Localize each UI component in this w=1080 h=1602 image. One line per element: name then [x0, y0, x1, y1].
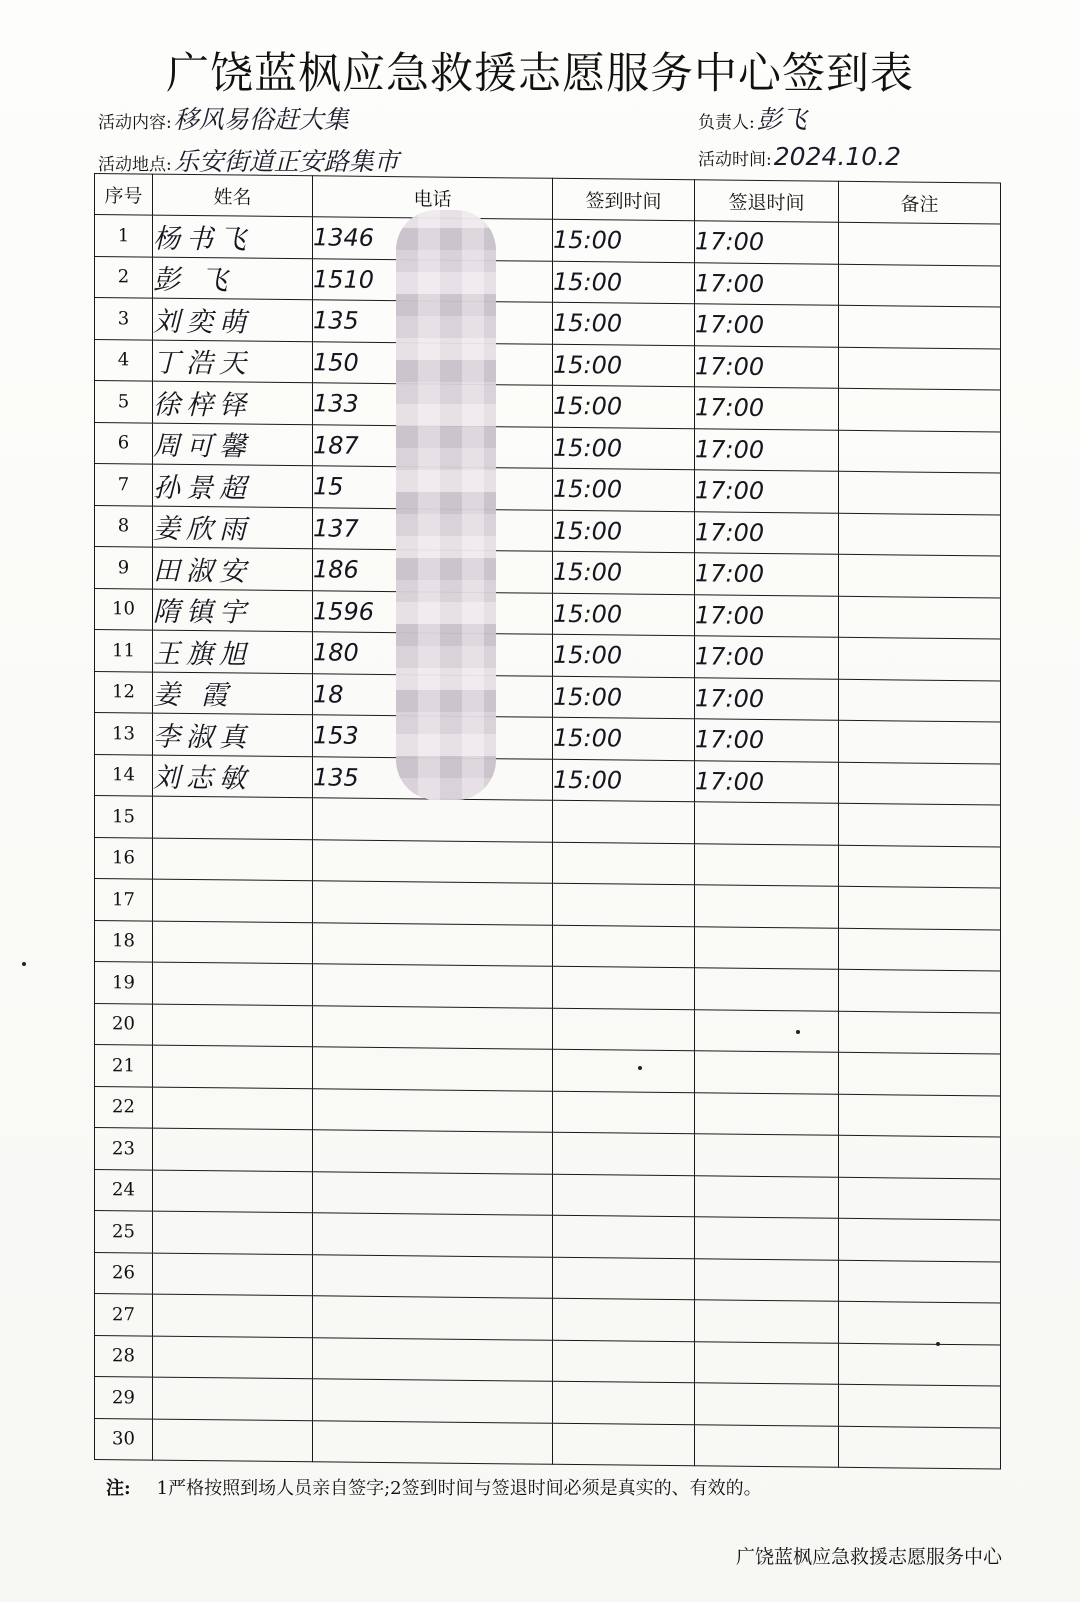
row-index: 8	[95, 505, 153, 547]
row-index: 16	[95, 837, 153, 879]
row-sign-out-time: 17:00	[695, 304, 839, 347]
header-name: 姓名	[153, 174, 313, 217]
row-index: 27	[95, 1294, 153, 1336]
row-phone: 180	[313, 632, 553, 676]
row-index: 19	[95, 962, 153, 1004]
row-name	[153, 1294, 313, 1337]
table-row	[95, 1418, 1001, 1469]
row-name: 彭 飞	[153, 257, 313, 300]
row-sign-in-time: 15:00	[553, 219, 695, 262]
row-note	[839, 679, 1001, 722]
activity-place-value: 乐安街道正安路集市	[173, 147, 399, 176]
row-name: 孙景超	[153, 464, 313, 507]
row-phone	[313, 1213, 553, 1257]
row-index: 17	[95, 879, 153, 921]
row-phone: 1346	[313, 217, 553, 261]
row-name	[153, 1128, 313, 1171]
row-index: 12	[95, 671, 153, 713]
row-sign-out-time	[695, 1175, 839, 1218]
row-name: 姜 霞	[153, 672, 313, 715]
row-note	[839, 969, 1001, 1012]
row-note	[839, 1218, 1001, 1261]
activity-time-label: 活动时间:	[698, 150, 772, 170]
row-sign-in-time	[553, 1049, 695, 1092]
row-index: 15	[95, 796, 153, 838]
row-sign-in-time	[553, 1008, 695, 1051]
row-phone: 133	[313, 383, 553, 427]
row-name: 刘奕萌	[153, 298, 313, 341]
activity-time-value: 2024.10.2	[773, 142, 901, 171]
row-sign-out-time: 17:00	[695, 262, 839, 305]
leader	[698, 100, 807, 136]
row-sign-out-time	[695, 926, 839, 969]
row-note	[839, 803, 1001, 846]
row-index: 18	[95, 920, 153, 962]
row-name	[153, 1211, 313, 1254]
row-phone	[313, 1254, 553, 1298]
row-phone	[313, 1337, 553, 1381]
row-note	[839, 762, 1001, 805]
row-sign-out-time	[695, 1341, 839, 1384]
row-name	[153, 1419, 313, 1462]
row-sign-in-time	[553, 1132, 695, 1175]
row-sign-in-time: 15:00	[553, 676, 695, 719]
row-name: 李淑真	[153, 713, 313, 756]
row-name	[153, 921, 313, 964]
row-note	[839, 347, 1001, 390]
row-index: 9	[95, 547, 153, 589]
row-sign-out-time: 17:00	[695, 428, 839, 471]
row-sign-out-time: 17:00	[695, 221, 839, 264]
row-note	[839, 596, 1001, 639]
row-sign-in-time	[553, 1215, 695, 1258]
row-sign-in-time: 15:00	[553, 468, 695, 511]
row-index: 7	[95, 464, 153, 506]
leader-value: 彭飞	[756, 105, 807, 134]
row-sign-out-time: 17:00	[695, 760, 839, 803]
row-sign-in-time	[553, 925, 695, 968]
row-note	[839, 1052, 1001, 1095]
row-note	[839, 1011, 1001, 1054]
row-index: 22	[95, 1086, 153, 1128]
row-phone	[313, 1130, 553, 1174]
row-index: 24	[95, 1169, 153, 1211]
row-name: 杨书飞	[153, 215, 313, 258]
row-name: 姜欣雨	[153, 506, 313, 549]
row-note	[839, 928, 1001, 971]
row-sign-out-time: 17:00	[695, 387, 839, 430]
privacy-blur	[396, 210, 496, 800]
row-note	[839, 264, 1001, 307]
row-index: 28	[95, 1335, 153, 1377]
row-note	[839, 1426, 1001, 1469]
footer-organization: 广饶蓝枫应急救援志愿服务中心	[735, 1546, 1002, 1568]
row-sign-in-time: 15:00	[553, 510, 695, 553]
row-note	[839, 554, 1001, 597]
row-name	[153, 1170, 313, 1213]
row-note	[839, 1384, 1001, 1427]
row-sign-in-time: 15:00	[553, 302, 695, 345]
row-sign-out-time: 17:00	[695, 470, 839, 513]
row-sign-out-time	[695, 968, 839, 1011]
leader-label: 负责人:	[698, 113, 755, 133]
row-index: 11	[95, 630, 153, 672]
row-sign-in-time	[553, 883, 695, 926]
row-note	[839, 222, 1001, 265]
row-phone	[313, 1379, 553, 1423]
row-phone	[313, 1088, 553, 1132]
row-note	[839, 430, 1001, 473]
header-sign-out: 签退时间	[695, 180, 839, 223]
row-sign-in-time	[553, 1091, 695, 1134]
row-index: 6	[95, 422, 153, 464]
row-sign-out-time	[695, 885, 839, 928]
row-name: 周可馨	[153, 423, 313, 466]
row-sign-out-time	[695, 1258, 839, 1301]
row-sign-in-time	[553, 1423, 695, 1466]
row-index: 21	[95, 1045, 153, 1087]
row-name	[153, 1253, 313, 1296]
row-phone: 15	[313, 466, 553, 510]
row-name: 王旗旭	[153, 630, 313, 673]
activity-content	[98, 100, 349, 136]
row-index: 25	[95, 1211, 153, 1253]
row-sign-in-time	[553, 1257, 695, 1300]
row-name	[153, 1377, 313, 1420]
row-phone	[313, 881, 553, 925]
activity-content-value: 移风易俗赶大集	[173, 105, 349, 134]
activity-content-label: 活动内容:	[98, 113, 172, 133]
row-phone	[313, 1171, 553, 1215]
row-sign-in-time	[553, 1298, 695, 1341]
row-note	[839, 637, 1001, 680]
row-sign-out-time: 17:00	[695, 553, 839, 596]
row-phone	[313, 1047, 553, 1091]
row-note	[839, 886, 1001, 929]
paper-speck	[796, 1030, 800, 1034]
row-name: 徐梓铎	[153, 381, 313, 424]
row-sign-in-time: 15:00	[553, 593, 695, 636]
row-index: 20	[95, 1003, 153, 1045]
row-sign-in-time: 15:00	[553, 717, 695, 760]
row-name: 丁浩天	[153, 340, 313, 383]
row-note	[839, 1343, 1001, 1386]
row-note	[839, 513, 1001, 556]
row-index: 5	[95, 381, 153, 423]
row-phone: 135	[313, 300, 553, 344]
row-index: 3	[95, 298, 153, 340]
row-note	[839, 305, 1001, 348]
row-phone	[313, 1296, 553, 1340]
row-note	[839, 1094, 1001, 1137]
row-index: 23	[95, 1128, 153, 1170]
row-index: 4	[95, 339, 153, 381]
row-phone	[313, 922, 553, 966]
row-name: 刘志敏	[153, 755, 313, 798]
row-name	[153, 1087, 313, 1130]
row-sign-out-time	[695, 1383, 839, 1426]
row-name	[153, 1045, 313, 1088]
row-sign-in-time: 15:00	[553, 759, 695, 802]
row-index: 2	[95, 256, 153, 298]
row-sign-out-time	[695, 1217, 839, 1260]
header-sign-in: 签到时间	[553, 178, 695, 220]
attendance-table	[94, 173, 1001, 1469]
row-index: 13	[95, 713, 153, 755]
row-note	[839, 471, 1001, 514]
header-note: 备注	[839, 181, 1001, 224]
row-phone: 1596	[313, 590, 553, 634]
row-sign-out-time	[695, 1300, 839, 1343]
row-name: 隋镇宇	[153, 589, 313, 632]
row-sign-out-time	[695, 1009, 839, 1052]
row-sign-out-time	[695, 1424, 839, 1467]
row-phone: 150	[313, 341, 553, 385]
row-sign-out-time: 17:00	[695, 719, 839, 762]
activity-time	[698, 142, 901, 171]
row-sign-out-time: 17:00	[695, 636, 839, 679]
row-sign-in-time: 15:00	[553, 427, 695, 470]
row-sign-out-time: 17:00	[695, 594, 839, 637]
row-index: 26	[95, 1252, 153, 1294]
activity-place-label: 活动地点:	[98, 155, 172, 175]
paper-speck	[936, 1342, 940, 1346]
row-note	[839, 1135, 1001, 1178]
row-sign-in-time: 15:00	[553, 261, 695, 304]
row-name: 田淑安	[153, 547, 313, 590]
row-note	[839, 1301, 1001, 1344]
row-phone: 1510	[313, 258, 553, 302]
row-note	[839, 388, 1001, 431]
row-sign-out-time: 17:00	[695, 511, 839, 554]
row-sign-out-time: 17:00	[695, 677, 839, 720]
row-phone: 18	[313, 673, 553, 717]
row-sign-in-time	[553, 1174, 695, 1217]
row-phone	[313, 839, 553, 883]
header-index: 序号	[95, 174, 153, 216]
row-name	[153, 1004, 313, 1047]
row-phone	[313, 1420, 553, 1464]
sheet-title: 广饶蓝枫应急救援志愿服务中心签到表	[166, 49, 914, 99]
row-sign-in-time	[553, 966, 695, 1009]
row-sign-in-time: 15:00	[553, 344, 695, 387]
row-sign-out-time	[695, 802, 839, 845]
row-phone: 187	[313, 424, 553, 468]
row-sign-out-time	[695, 1051, 839, 1094]
header-phone: 电话	[313, 176, 553, 220]
row-name	[153, 838, 313, 881]
row-name	[153, 1336, 313, 1379]
row-sign-out-time	[695, 1134, 839, 1177]
row-index: 30	[95, 1418, 153, 1460]
row-index: 1	[95, 215, 153, 257]
row-name	[153, 879, 313, 922]
row-phone: 186	[313, 549, 553, 593]
row-sign-in-time: 15:00	[553, 385, 695, 428]
footnote-label: 注:	[106, 1478, 131, 1499]
row-phone	[313, 964, 553, 1008]
paper-speck	[638, 1066, 642, 1070]
row-sign-in-time: 15:00	[553, 634, 695, 677]
row-name	[153, 796, 313, 839]
row-phone: 153	[313, 715, 553, 759]
footnote	[106, 1474, 762, 1500]
row-note	[839, 720, 1001, 763]
paper-speck	[22, 962, 26, 966]
row-index: 14	[95, 754, 153, 796]
row-sign-out-time	[695, 843, 839, 886]
row-note	[839, 1177, 1001, 1220]
row-sign-out-time	[695, 1092, 839, 1135]
row-sign-in-time	[553, 1340, 695, 1383]
row-sign-in-time	[553, 1381, 695, 1424]
row-note	[839, 845, 1001, 888]
footnote-text: 1严格按照到场人员亲自签字;2签到时间与签退时间必须是真实的、有效的。	[156, 1478, 762, 1499]
row-sign-in-time	[553, 800, 695, 843]
row-index: 29	[95, 1377, 153, 1419]
row-index: 10	[95, 588, 153, 630]
row-phone: 137	[313, 507, 553, 551]
row-note	[839, 1260, 1001, 1303]
row-sign-in-time	[553, 842, 695, 885]
row-sign-out-time: 17:00	[695, 345, 839, 388]
row-phone: 135	[313, 756, 553, 800]
row-phone	[313, 798, 553, 842]
row-name	[153, 962, 313, 1005]
row-sign-in-time: 15:00	[553, 551, 695, 594]
row-phone	[313, 1005, 553, 1049]
